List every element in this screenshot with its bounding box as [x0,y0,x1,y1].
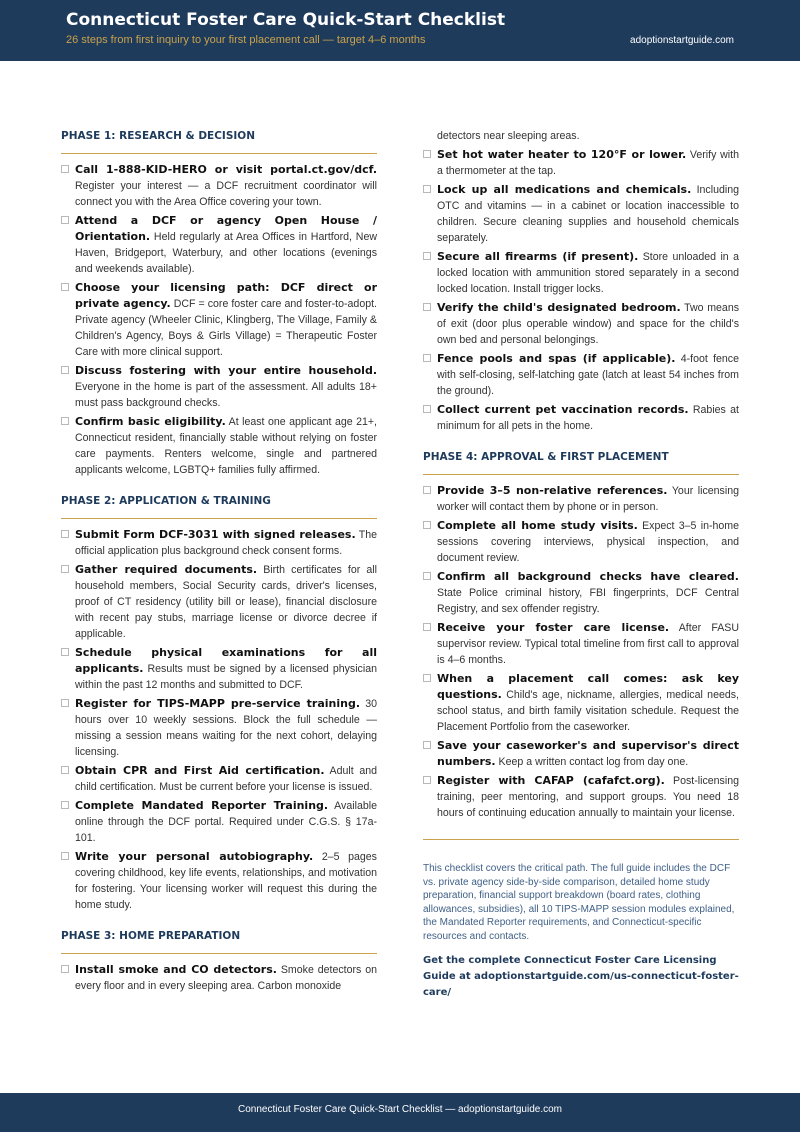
checklist-item [61,763,377,795]
checklist-item-text: Rabies at minimum for all pets in the home. [437,404,739,432]
checklist-item-title: Install smoke and CO detectors. [75,963,277,976]
checklist-item [61,645,377,693]
checklist-item-title: Gather required documents. [75,563,258,576]
checklist-item-title: Obtain CPR and First Aid certification. [75,764,325,777]
checklist-item [61,162,377,210]
checklist-item-text: Everyone in the home is part of the assessment. All adults 18+ must pass background checks. [75,381,377,409]
checkbox-icon[interactable] [423,741,431,749]
checklist-item-title: Write your personal autobiography. [75,850,314,863]
page-subtitle: 26 steps from first inquiry to your first placement call — target 4–6 months [66,34,426,46]
footer-bar [0,1093,800,1132]
checklist-item [61,696,377,760]
checkbox-icon[interactable] [423,354,431,362]
checkbox-icon[interactable] [423,185,431,193]
checklist-item-title: Receive your foster care license. [437,621,670,634]
checkbox-icon[interactable] [61,766,69,774]
checkbox-icon[interactable] [61,648,69,656]
checkbox-icon[interactable] [61,216,69,224]
page-title: Connecticut Foster Care Quick-Start Checklist [66,10,506,30]
continued-text: detectors near sleeping areas. [437,130,580,142]
checklist-item-text: Expect 3–5 in-home sessions covering interviews, physical inspection, and document review. [437,520,740,564]
checklist-item [61,562,377,642]
checkbox-icon[interactable] [423,252,431,260]
checklist-item-text: Child's age, nickname, allergies, medical needs, school status, and birth family visitation schedule. Request the Placement Portfolio from the caseworker. [437,689,739,733]
checklist-item [423,773,739,821]
checklist-item [423,300,739,348]
checklist-item-title: Lock up all medications and chemicals. [437,183,692,196]
checklist-item-title: Confirm all background checks have cleared. [437,570,739,583]
checklist-item-title: Secure all firearms (if present). [437,250,639,263]
checklist-item [423,249,739,297]
checklist-item-text: Your licensing worker will contact them by phone or in person. [437,485,739,513]
checklist-item [423,402,739,434]
checkbox-icon[interactable] [61,530,69,538]
checklist-item-title: Attend a DCF or agency Open House / Orientation. [75,214,377,243]
checklist-item-title: Provide 3–5 non-relative references. [437,484,668,497]
checklist-item [61,414,377,478]
checklist-item-text: State Police criminal history, FBI fingerprints, DCF Central Registry, and sex offender registry. [437,587,739,615]
footer-text: Connecticut Foster Care Quick-Start Checklist — adoptionstartguide.com [237,1104,563,1115]
checklist-item-title: Fence pools and spas (if applicable). [437,352,676,365]
checkbox-icon[interactable] [61,699,69,707]
checklist-item [423,518,739,566]
checklist-item-text: 4-foot fence with self-closing, self-latching gate (latch at least 54 inches from the ground). [437,353,739,397]
checklist-item-title: Choose your licensing path: DCF direct or private agency. [75,281,377,310]
checkbox-icon[interactable] [423,405,431,413]
checkbox-icon[interactable] [61,852,69,860]
phase-3-heading: PHASE 3: HOME PREPARATION [61,928,377,954]
phase-4-list [423,483,739,821]
checklist-item [423,182,739,246]
checklist-item-title: Complete Mandated Reporter Training. [75,799,329,812]
checkbox-icon[interactable] [423,521,431,529]
checklist-item-text: Post-licensing training, peer mentoring, and support groups. You need 18 hours of continuing education annually to maintain your license. [437,775,739,819]
header-banner [0,0,800,61]
checkbox-icon[interactable] [61,165,69,173]
checklist-item-text: Available online through the DCF portal. Required under C.G.S. § 17a-101. [75,800,377,844]
section-divider [423,839,739,840]
checklist-item [423,483,739,515]
checkbox-icon[interactable] [423,486,431,494]
checklist-item [61,213,377,277]
guide-cta-link[interactable]: Get the complete Connecticut Foster Care Licensing Guide at adoptionstartguide.com/us-connecticut-foster-care/ [423,955,739,998]
checklist-item-title: Collect current pet vaccination records. [437,403,689,416]
checklist-item [423,569,739,617]
checklist-item-title: Submit Form DCF-3031 with signed releases. [75,528,356,541]
checklist-item-title: When a placement call comes: ask key questions. [437,672,739,701]
phase-2-heading: PHASE 2: APPLICATION & TRAINING [61,493,377,519]
checklist-item [423,671,739,735]
phase-4-heading: PHASE 4: APPROVAL & FIRST PLACEMENT [423,449,739,475]
right-column [423,128,739,1001]
checklist-item-text: Verify with a thermometer at the tap. [437,149,739,177]
checklist-item-text: Register your interest — a DCF recruitment coordinator will connect you with the Area Office covering your town. [75,180,377,208]
checkbox-icon[interactable] [423,674,431,682]
checklist-item-title: Set hot water heater to 120°F or lower. [437,148,687,161]
checklist-item-title: Register with CAFAP (cafafct.org). [437,774,665,787]
checklist-item-text: 2–5 pages covering childhood, key life events, relationships, and motivation for fostering. Your licensing worker will request this during the home study. [75,851,377,911]
checklist-item [423,738,739,770]
checklist-item-title: Confirm basic eligibility. [75,415,226,428]
checklist-item-text: After FASU supervisor review. Typical total timeline from first call to approval is 4–6 months. [437,622,739,666]
checklist-item [61,280,377,360]
checkbox-icon[interactable] [61,565,69,573]
checkbox-icon[interactable] [423,303,431,311]
left-column [61,128,377,997]
checklist-item [61,363,377,411]
checklist-item-text: DCF = core foster care and foster-to-adopt. Private agency (Wheeler Clinic, Klingberg, The Village, Family & Children's Agency, Boys & Girls Village) = Therapeutic Foster Care with more clinical support. [75,298,377,358]
checklist-item-title: Schedule physical examinations for all applicants. [75,646,377,675]
checkbox-icon[interactable] [423,150,431,158]
checkbox-icon[interactable] [61,283,69,291]
checklist-item-text: Held regularly at Area Offices in Hartford, New Haven, Bridgeport, Waterbury, and other locations (evenings and weekends available). [75,231,377,275]
checklist-item-text: Results must be signed by a licensed physician within the past 12 months and submitted to DCF. [75,663,377,691]
checklist-item-title: Call 1-888-KID-HERO or visit portal.ct.gov/dcf. [75,163,377,176]
checkbox-icon[interactable] [423,623,431,631]
checklist-item-text: Smoke detectors on every floor and in every sleeping area. Carbon monoxide [75,964,377,992]
phase-1-heading: PHASE 1: RESEARCH & DECISION [61,128,377,154]
checklist-item-title: Discuss fostering with your entire household. [75,364,377,377]
guide-note: This checklist covers the critical path. The full guide includes the DCF vs. private agency side-by-side comparison, detailed home study preparation, financial support breakdown (board rates, clothing allowances, subsidies), all 10 TIPS-MAPP session modules explained, the Mandated Reporter requirements, and Connecticut-specific resources and contacts. [423,863,735,942]
checkbox-icon[interactable] [61,366,69,374]
checklist-item-title: Complete all home study visits. [437,519,638,532]
checklist-item [61,962,377,994]
header-site-link[interactable]: adoptionstartguide.com [630,35,734,46]
checkbox-icon[interactable] [423,776,431,784]
checkbox-icon[interactable] [61,417,69,425]
checklist-item-text: At least one applicant age 21+, Connecticut resident, financially stable without relying on foster care payments. Renters welcome, single and partnered applicants welcome, LGBTQ+ families fully affirmed. [75,416,377,476]
checkbox-icon[interactable] [61,801,69,809]
checklist-item-text: The official application plus background check consent forms. [75,529,377,557]
checklist-item [423,620,739,668]
checklist-item-text: Birth certificates for all household members, Social Security cards, driver's licenses, proof of CT residency (utility bill or lease), financial disclosure with recent pay stubs, marriage license or divorce decree if applicable. [75,564,377,640]
phase-3-continued-list [423,147,739,434]
checklist-item [423,351,739,399]
checkbox-icon[interactable] [423,572,431,580]
checklist-item-title: Register for TIPS-MAPP pre-service training. [75,697,361,710]
checklist-item-text: Keep a written contact log from day one. [495,756,689,768]
checklist-item-text: Adult and child certification. Must be current before your license is issued. [75,765,377,793]
checklist-item [61,849,377,913]
checklist-item [61,527,377,559]
checklist-item-text: 30 hours over 10 weekly sessions. Block the full schedule — missing a session means waiting for the next cohort, delaying licensing. [75,698,378,758]
checklist-item-text: Store unloaded in a locked location with ammunition stored separately in a second locked location. Install trigger locks. [437,251,739,295]
checklist-item-title: Save your caseworker's and supervisor's direct numbers. [437,739,739,768]
checklist-item-text: Two means of exit (door plus operable window) and space for the child's own bed and personal belongings. [437,302,740,346]
phase-gap [61,481,377,493]
checklist-item-title: Verify the child's designated bedroom. [437,301,681,314]
phase-gap [61,916,377,928]
checkbox-icon[interactable] [61,965,69,973]
checklist-item-text: Including OTC and vitamins — in a cabinet or location inaccessible to children. Secure cleaning supplies and household chemicals separately. [437,184,739,244]
checklist-item [423,147,739,179]
phase-gap [423,437,739,449]
checklist-item [61,798,377,846]
